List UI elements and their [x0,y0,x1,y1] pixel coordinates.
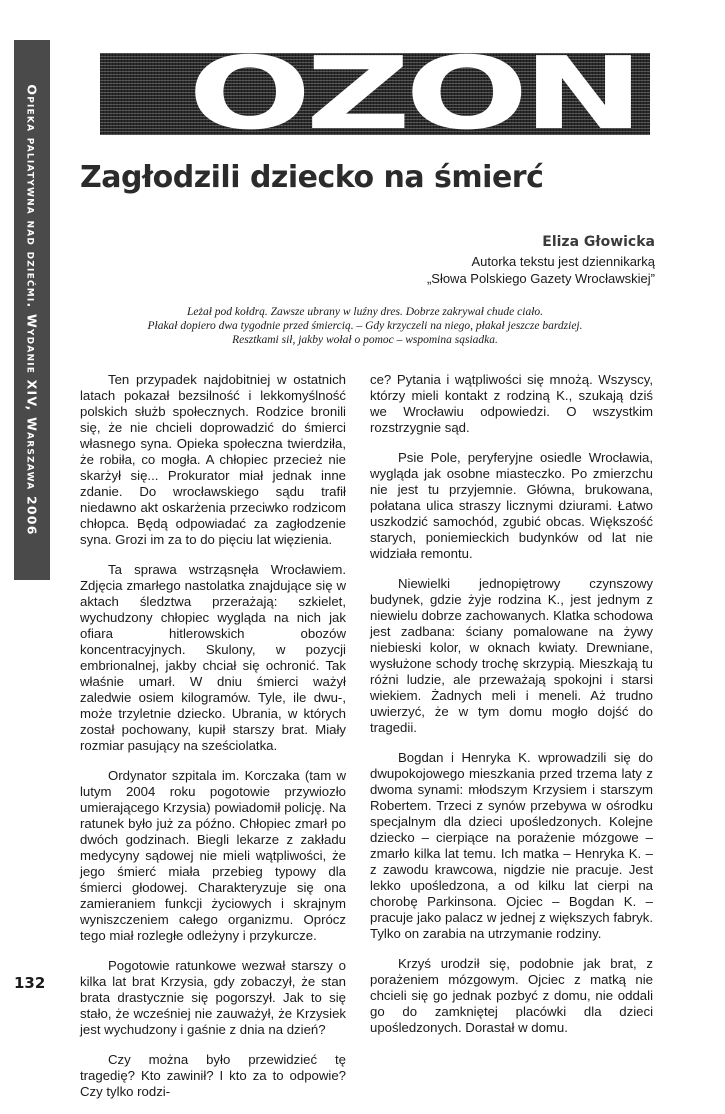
page-number: 132 [14,974,46,992]
paragraph: Niewielki jednopiętrowy czynszowy budynek, gdzie żyje rodzina K., jest jednym z niewielu dobrze zachowanych. Klatka schodowa jest zadbana: ściany pomalowane na żywy niebieski kolor, w oknach kwiaty. Drewniane, wysłużone schody trochę skrzypią. Mieszkają tu różni ludzie, ale przeważają spokojni i starsi wiekiem. Żadnych meli i meneli. Aż trudno uwierzyć, że w tym domu mogło dojść do tragedii. [370,576,653,735]
sidebar-banner [14,40,50,580]
lead-line: Resztkami sił, jakby wołał o pomoc – wspomina sąsiadka. [232,334,498,346]
paragraph-continuation: ce? Pytania i wątpliwości się mnożą. Wszyscy, którzy mieli kontakt z rodziną K., szukają dziś we Wrocławiu odpowiedzi. O wszystkim rozstrzygnie sąd. [370,372,653,435]
lead-line: Leżał pod kołdrą. Zawsze ubrany w luźny dres. Dobrze zakrywał chude ciało. [186,306,544,318]
article-column-right [370,372,653,1050]
paragraph: Pogotowie ratunkowe wezwał starszy o kilka lat brat Krzysia, gdy zobaczył, że stan brata drastycznie się pogorszył. Jak to się stało, że wcześniej nie zauważył, że Krzysiek jest wychudzony i gaśnie z dnia na dzień? [80,958,346,1037]
article-title: Zagłodzili dziecko na śmierć [80,160,544,195]
article-column-left [80,372,346,1114]
author-block [427,234,655,287]
article-lead [80,305,650,347]
paragraph: Bogdan i Henryka K. wprowadzili się do dwupokojowego mieszkania przed trzema laty z dwoma synami: młodszym Krzysiem i starszym Robertem. Trzeci z synów przebywa w ośrodku specjalnym dla dzieci upośledzonych. Kolejne dziecko – cierpiące na porażenie mózgowe – zmarło kilka lat temu. Ich matka – Henryka K. – z zawodu krawcowa, nigdzie nie pracuje. Jest lekko upośledzona, a od kilku lat cierpi na chorobę Parkinsona. Ojciec – Bogdan K. – pracuje jako palacz w jednej z większych fabryk. Tylko on zarabia na utrzymanie rodziny. [370,750,653,941]
paragraph: Krzyś urodził się, podobnie jak brat, z porażeniem mózgowym. Ojciec z matką nie chcieli się go jednak pozbyć z domu, nie oddali go do zamkniętej placówki dla dzieci upośledzonych. Dorastał w domu. [370,956,653,1035]
author-note-line-2: „Słowa Polskiego Gazety Wrocławskiej” [426,271,655,286]
author-name: Eliza Głowicka [542,234,655,250]
sidebar-publication-title: Opieka paliatywna nad dziećmi. Wydanie XIV, Warszawa 2006 [24,84,40,536]
paragraph: Czy można było przewidzieć tę tragedię? Kto zawinił? I kto za to odpowie? Czy tylko rodzi- [80,1052,346,1099]
section-logo-text: OZON [188,53,639,135]
paragraph: Ta sprawa wstrząsnęła Wrocławiem. Zdjęcia zmarłego nastolatka znajdujące się w aktach śledztwa przerażają: szkielet, wychudzony chłopiec wygląda na nich jak ofiara hitlerowskich obozów koncentracyjnych. Skulony, w pozycji embrionalnej, jakby chciał się ochronić. Tak właśnie umarł. W dniu śmierci ważył zaledwie osiem kilogramów. Tyle, ile dwu-, może trzyletnie dziecko. Ubrania, w których został pochowany, kupił starszy brat. Miały rozmiar pasujący na sześciolatka. [80,562,346,753]
section-logo-banner [100,53,650,135]
author-note-line-1: Autorka tekstu jest dziennikarką [471,254,655,269]
lead-line: Płakał dopiero dwa tygodnie przed śmiercią. – Gdy krzyczeli na niego, płakał jeszcze bardziej. [147,320,583,332]
paragraph: Ordynator szpitala im. Korczaka (tam w lutym 2004 roku pogotowie przywiozło umierającego Krzysia) powiadomił policję. Na ratunek było już za późno. Chłopiec zmarł po dwóch godzinach. Biegli lekarze z zakładu medycyny sądowej nie mieli wątpliwości, że jego śmierć miała przebieg typowy dla śmierci głodowej. Charakteryzuje się ona zamieraniem funkcji życiowych i skrajnym wyniszczeniem całego organizmu. Oprócz tego miał rozległe odleżyny i przykurcze. [80,768,346,943]
paragraph: Ten przypadek najdobitniej w ostatnich latach pokazał bezsilność i lekkomyślność polskich służb społecznych. Rodzice bronili się, że nie chcieli doprowadzić do śmierci własnego syna. Opieka społeczna twierdziła, że robiła, co mogła. A chłopiec przecież nie skarżył się... Prokurator miał jednak inne zdanie. Do wrocławskiego sądu trafił niedawno akt oskarżenia przeciwko rodzicom chłopca. Będą odpowiadać za zagłodzenie syna. Grozi im za to do pięciu lat więzienia. [80,372,346,547]
paragraph: Psie Pole, peryferyjne osiedle Wrocławia, wygląda jak osobne miasteczko. Po zmierzchu nie jest tu przyjemnie. Główna, brukowana, połatana ulica straszy licznymi dziurami. Łatwo uszkodzić samochód, zgubić obcas. Większość starych, poniemieckich budynków od lat nie widziała remontu. [370,450,653,561]
